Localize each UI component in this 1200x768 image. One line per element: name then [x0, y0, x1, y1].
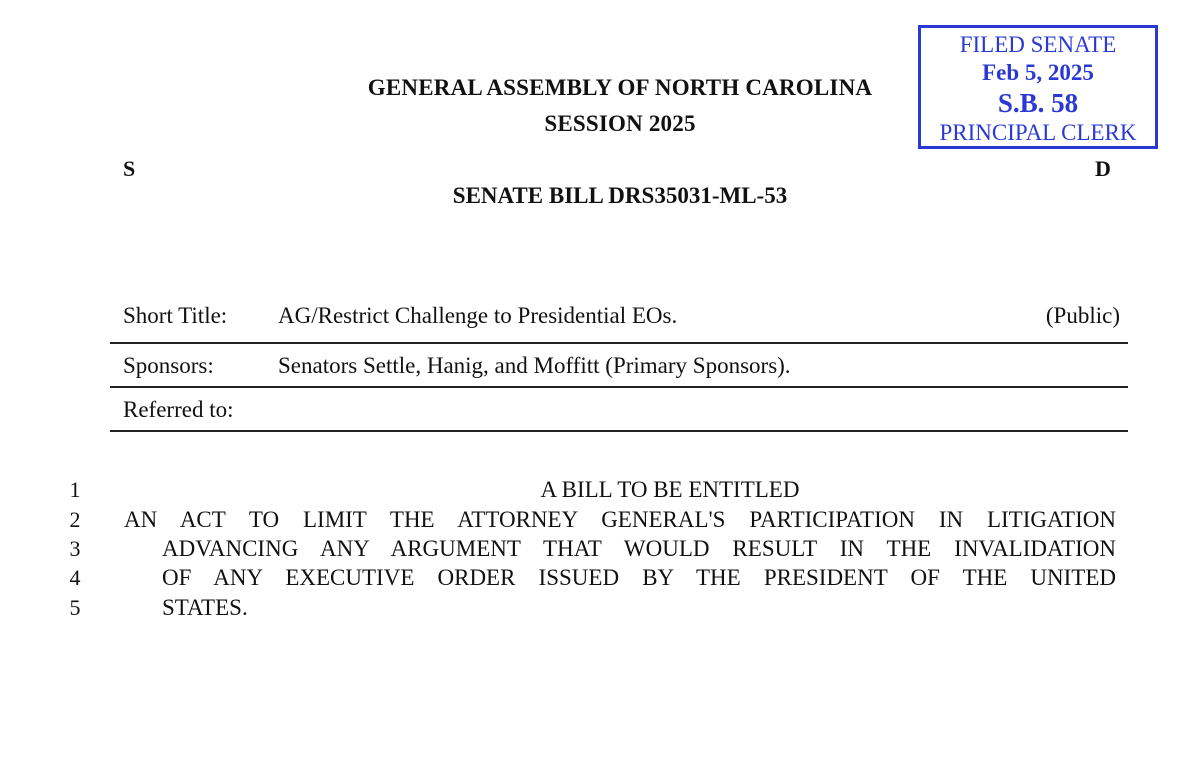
- stamp-principal-clerk: PRINCIPAL CLERK: [939, 120, 1137, 145]
- table-divider: [110, 430, 1128, 432]
- act-title-line: AN ACT TO LIMIT THE ATTORNEY GENERAL'S PARTICIPATION IN LITIGATION: [124, 507, 1116, 532]
- chamber-marker: S: [123, 156, 136, 181]
- stamp-filed-senate: FILED SENATE: [959, 32, 1117, 57]
- draft-marker: D: [1095, 156, 1111, 181]
- line-number: 5: [69, 595, 81, 620]
- table-divider: [110, 342, 1128, 344]
- stamp-date: Feb 5, 2025: [982, 60, 1094, 85]
- act-title-line: ADVANCING ANY ARGUMENT THAT WOULD RESULT IN THE INVALIDATION: [162, 536, 1116, 561]
- act-title-line: OF ANY EXECUTIVE ORDER ISSUED BY THE PRESIDENT OF THE UNITED: [162, 565, 1116, 590]
- session-heading: SESSION 2025: [544, 111, 696, 136]
- sponsors-label: Sponsors:: [123, 353, 214, 378]
- line-number: 3: [69, 536, 81, 561]
- assembly-heading: GENERAL ASSEMBLY OF NORTH CAROLINA: [367, 75, 873, 100]
- bill-number-heading: SENATE BILL DRS35031-ML-53: [452, 183, 788, 208]
- table-divider: [110, 386, 1128, 388]
- bill-entitled-heading: A BILL TO BE ENTITLED: [540, 477, 800, 502]
- bill-type: (Public): [1045, 303, 1120, 328]
- line-number: 4: [69, 565, 81, 590]
- act-title-line: STATES.: [162, 595, 248, 620]
- short-title-label: Short Title:: [123, 303, 228, 328]
- line-number: 2: [69, 507, 81, 532]
- sponsors-value: Senators Settle, Hanig, and Moffitt (Primary Sponsors).: [278, 353, 791, 378]
- referred-label: Referred to:: [123, 397, 234, 422]
- line-number: 1: [69, 477, 81, 502]
- short-title-value: AG/Restrict Challenge to Presidential EOs.: [278, 303, 678, 328]
- stamp-bill-number: S.B. 58: [997, 88, 1079, 118]
